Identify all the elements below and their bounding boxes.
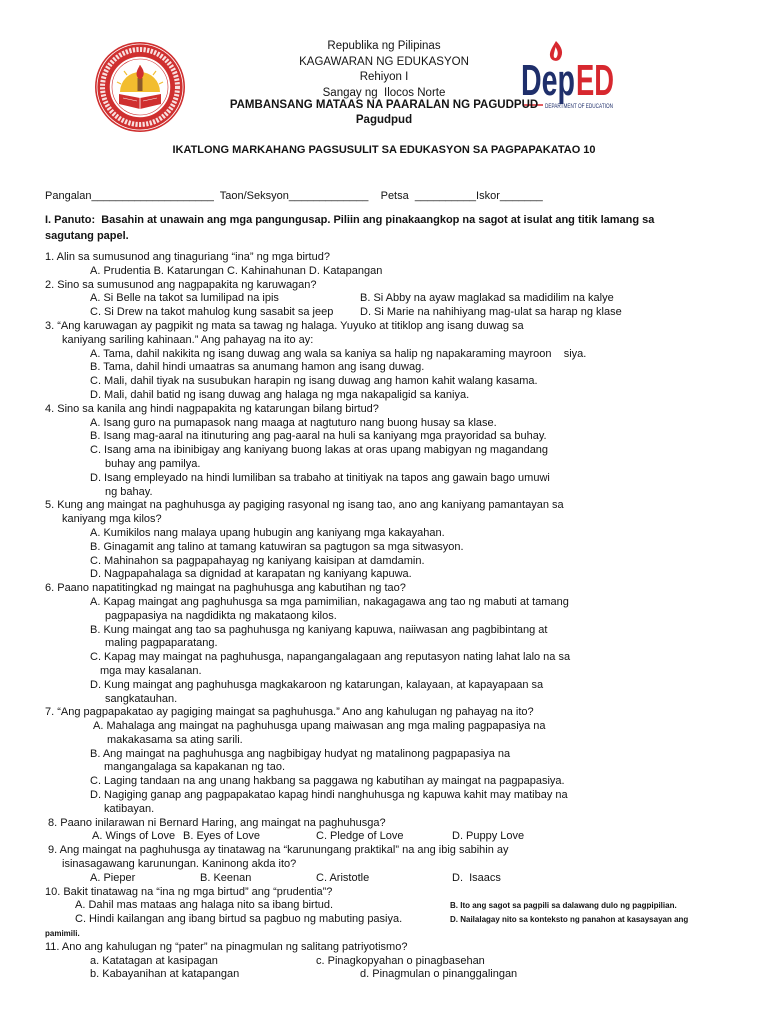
question-stem-continued: kaniyang sariling kahinaan.” Ang pahayag na ito ay: xyxy=(62,333,314,346)
question-stem: 6. Paano napatitingkad ng maingat na paghuhusga ang kabutihan ng tao? xyxy=(45,582,406,595)
choice-a: A. Tama, dahil nakikita ng isang duwag ang wala sa kaniya sa halip ng napakaraming mayroon siya. xyxy=(90,347,587,360)
choice-d-continued: ng bahay. xyxy=(105,485,153,498)
choice-a: A. Wings of Love xyxy=(92,830,176,843)
choice-c: C. Si Drew na takot mahulog kung sasabit sa jeep xyxy=(90,306,334,319)
question-stem: 5. Kung ang maingat na paghuhusga ay pagiging rasyonal ng isang tao, ano ang kaniyang pamantayan sa xyxy=(45,499,564,512)
question-choices: A. Prudentia B. Katarungan C. Kahinahunan D. Katapangan xyxy=(90,264,383,277)
choice-b: B. Isang mag-aaral na itinuturing ang pag-aaral na huli sa kaniyang mga prayoridad sa buhay. xyxy=(90,430,547,443)
choice-c: C. Hindi kailangan ang ibang birtud sa pagbuo ng mabuting pasiya. xyxy=(75,913,403,926)
choice-b: B. Kung maingat ang tao sa paghuhusga ng kaniyang kapuwa, naiiwasan ang pagbibintang at xyxy=(90,623,548,636)
question-2 xyxy=(0,279,768,320)
question-7 xyxy=(0,706,768,816)
header-school-name: PAMBANSANG MATAAS NA PAARALAN NG PAGUDPUD xyxy=(229,99,539,111)
question-stem-continued: kaniyang mga kilos? xyxy=(62,513,162,526)
choice-b: B. Ito ang sagot sa pagpili sa dalawang dulo ng pagpipilian. xyxy=(450,901,677,911)
choice-d: D. Puppy Love xyxy=(452,830,525,843)
choice-a: A. Dahil mas mataas ang halaga nito sa ibang birtud. xyxy=(75,899,334,912)
choice-d: D. Isaacs xyxy=(452,871,501,884)
choice-b: B. Ginagamit ang talino at tamang katuwiran sa pagtugon sa mga sitwasyon. xyxy=(90,540,464,553)
question-3 xyxy=(0,320,768,403)
header-town: Pagudpud xyxy=(355,114,413,126)
instructions-line-2: sagutang papel. xyxy=(45,230,129,242)
choice-d: D. Si Marie na nahihiyang mag-ulat sa harap ng klase xyxy=(360,306,622,319)
question-stem: 7. “Ang pagpapakatao ay pagiging maingat sa paghuhusga.” Ano ang kahulugan ng pahayag na ito? xyxy=(45,706,534,719)
choice-a: A. Isang guro na pumapasok nang maaga at nagtuturo nang buong husay sa klase. xyxy=(90,416,497,429)
question-1 xyxy=(0,251,768,279)
choice-d-continued: katibayan. xyxy=(104,802,155,815)
question-stem: 1. Alin sa sumusunod ang tinaguriang “ina” ng mga birtud? xyxy=(45,251,330,263)
choice-c: C. Pledge of Love xyxy=(316,830,404,843)
choice-a-continued: makakasama sa ating sarili. xyxy=(107,733,243,746)
choice-b: B. Tama, dahil hindi umaatras sa anumang hamon ang isang duwag. xyxy=(90,361,425,374)
choice-d: D. Mali, dahil batid ng isang duwag ang halaga ng mga nakapaligid sa kaniya. xyxy=(90,388,470,401)
deped-wordmark-dep: Dep xyxy=(521,56,575,105)
instructions-line-1: I. Panuto: Basahin at unawain ang mga pangungusap. Piliin ang pinakaangkop na sagot at isulat ang titik lamang sa xyxy=(45,214,655,226)
choice-b-continued: maling pagpaparatang. xyxy=(105,637,218,650)
choice-a: A. Pieper xyxy=(90,871,136,884)
header-republic: Republika ng Pilipinas xyxy=(327,40,441,52)
choice-a: A. Kumikilos nang malaya upang hubugin ang kaniyang mga kakayahan. xyxy=(90,526,445,539)
choice-c: C. Aristotle xyxy=(316,871,370,884)
choice-d-continued: sangkatauhan. xyxy=(105,692,178,705)
question-9 xyxy=(0,844,768,885)
header-department: KAGAWARAN NG EDUKASYON xyxy=(299,56,469,68)
question-stem: 4. Sino sa kanila ang hindi nagpapakita ng katarungan bilang birtud? xyxy=(45,402,379,415)
question-8 xyxy=(0,817,768,845)
choice-c: C. Mahinahon sa pagpapahayag ng kaniyang kaisipan at damdamin. xyxy=(90,554,425,567)
choice-b: B. Ang maingat na paghuhusga ang nagbibigay hudyat ng matalinong pagpapasiya na xyxy=(90,747,511,760)
question-stem: 10. Bakit tinatawag na “ina ng mga birtud” ang “prudentia”? xyxy=(45,885,333,898)
choice-c: c. Pinagkopyahan o pinagbasehan xyxy=(316,954,485,967)
choice-c-continued: mga may kasalanan. xyxy=(100,664,202,677)
choice-a: a. Katatagan at kasipagan xyxy=(90,954,218,967)
exam-title: IKATLONG MARKAHANG PAGSUSULIT SA EDUKASYON SA PAGPAPAKATAO 10 xyxy=(172,144,596,156)
choice-b-continued: mangangalaga sa kapakanan ng tao. xyxy=(104,761,286,774)
choice-d-continued: pamimili. xyxy=(45,929,80,939)
question-list xyxy=(0,251,768,982)
choice-a: A. Si Belle na takot sa lumilipad na ipis xyxy=(90,292,279,305)
choice-b: b. Kabayanihan at katapangan xyxy=(90,968,240,981)
choice-d: d. Pinagmulan o pinanggalingan xyxy=(360,968,518,981)
question-stem: 8. Paano inilarawan ni Bernard Haring, ang maingat na paghuhusga? xyxy=(48,816,386,829)
choice-a: A. Kapag maingat ang paghuhusga sa mga pamimilian, nakagagawa ang tao ng mabuti at tamang xyxy=(90,595,569,608)
question-6 xyxy=(0,582,768,706)
header-region: Rehiyon I xyxy=(359,71,409,83)
deped-tagline: DEPARTMENT OF EDUCATION xyxy=(545,104,613,110)
choice-c: C. Mali, dahil tiyak na susubukan harapin ng isang duwag ang hamon kahit walang kasama. xyxy=(90,375,538,388)
choice-a: A. Mahalaga ang maingat na paghuhusga upang maiwasan ang mga maling pagpapasiya na xyxy=(93,720,546,733)
choice-c: C. Isang ama na ibinibigay ang kaniyang buong lakas at oras upang mabigyan ng magandang xyxy=(90,444,549,457)
choice-c-continued: buhay ang pamilya. xyxy=(105,457,201,470)
question-11 xyxy=(0,941,768,982)
choice-b: B. Eyes of Love xyxy=(183,830,261,843)
question-stem-continued: isinasagawang karunungan. Kaninong akda ito? xyxy=(62,858,297,871)
question-5 xyxy=(0,499,768,582)
choice-d: D. Kung maingat ang paghuhusga magkakaroon ng katarungan, kalayaan, at kapayapaan sa xyxy=(90,678,544,691)
choice-c: C. Laging tandaan na ang unang hakbang sa paggawa ng kabutihan ay maingat na pagpapasiya. xyxy=(90,775,565,788)
question-stem: 3. “Ang karuwagan ay pagpikit ng mata sa tawag ng halaga. Yuyuko at titiklop ang isang duwag sa xyxy=(45,319,524,332)
question-stem: 2. Sino sa sumusunod ang nagpapakita ng karuwagan? xyxy=(45,278,317,291)
choice-d: D. Nailalagay nito sa konteksto ng panahon at kasaysayan ang xyxy=(450,915,689,925)
choice-d: D. Isang empleyado na hindi lumiliban sa trabaho at tinitiyak na tapos ang gawain bago umuwi xyxy=(90,471,550,484)
student-info-line: Pangalan____________________ Taon/Seksyon_____________ Petsa __________Iskor_______ xyxy=(45,190,543,202)
choice-d: D. Nagpapahalaga sa dignidad at karapatan ng kaniyang kapuwa. xyxy=(90,568,412,581)
choice-a-continued: pagpapasiya na nagdidikta ng makataong kilos. xyxy=(105,609,337,622)
question-4 xyxy=(0,403,768,500)
choice-d: D. Nagiging ganap ang pagpapakatao kapag hindi nanghuhusga ng kapuwa kahit may matibay na xyxy=(90,789,568,802)
deped-wordmark-ed: ED xyxy=(576,56,614,105)
choice-b: B. Keenan xyxy=(200,871,252,884)
question-stem: 11. Ano ang kahulugan ng “pater” na pinagmulan ng salitang patriyotismo? xyxy=(45,940,408,953)
choice-c: C. Kapag may maingat na paghuhusga, napangangalagaan ang reputasyon nating lahat lalo na sa xyxy=(90,651,571,664)
header-division: Sangay ng Ilocos Norte xyxy=(322,87,446,99)
choice-b: B. Si Abby na ayaw maglakad sa madidilim na kalye xyxy=(360,292,614,305)
question-stem: 9. Ang maingat na paghuhusga ay tinatawag na “karunungang praktikal” na ang ibig sabihin ay xyxy=(48,844,509,857)
question-10 xyxy=(0,886,768,941)
